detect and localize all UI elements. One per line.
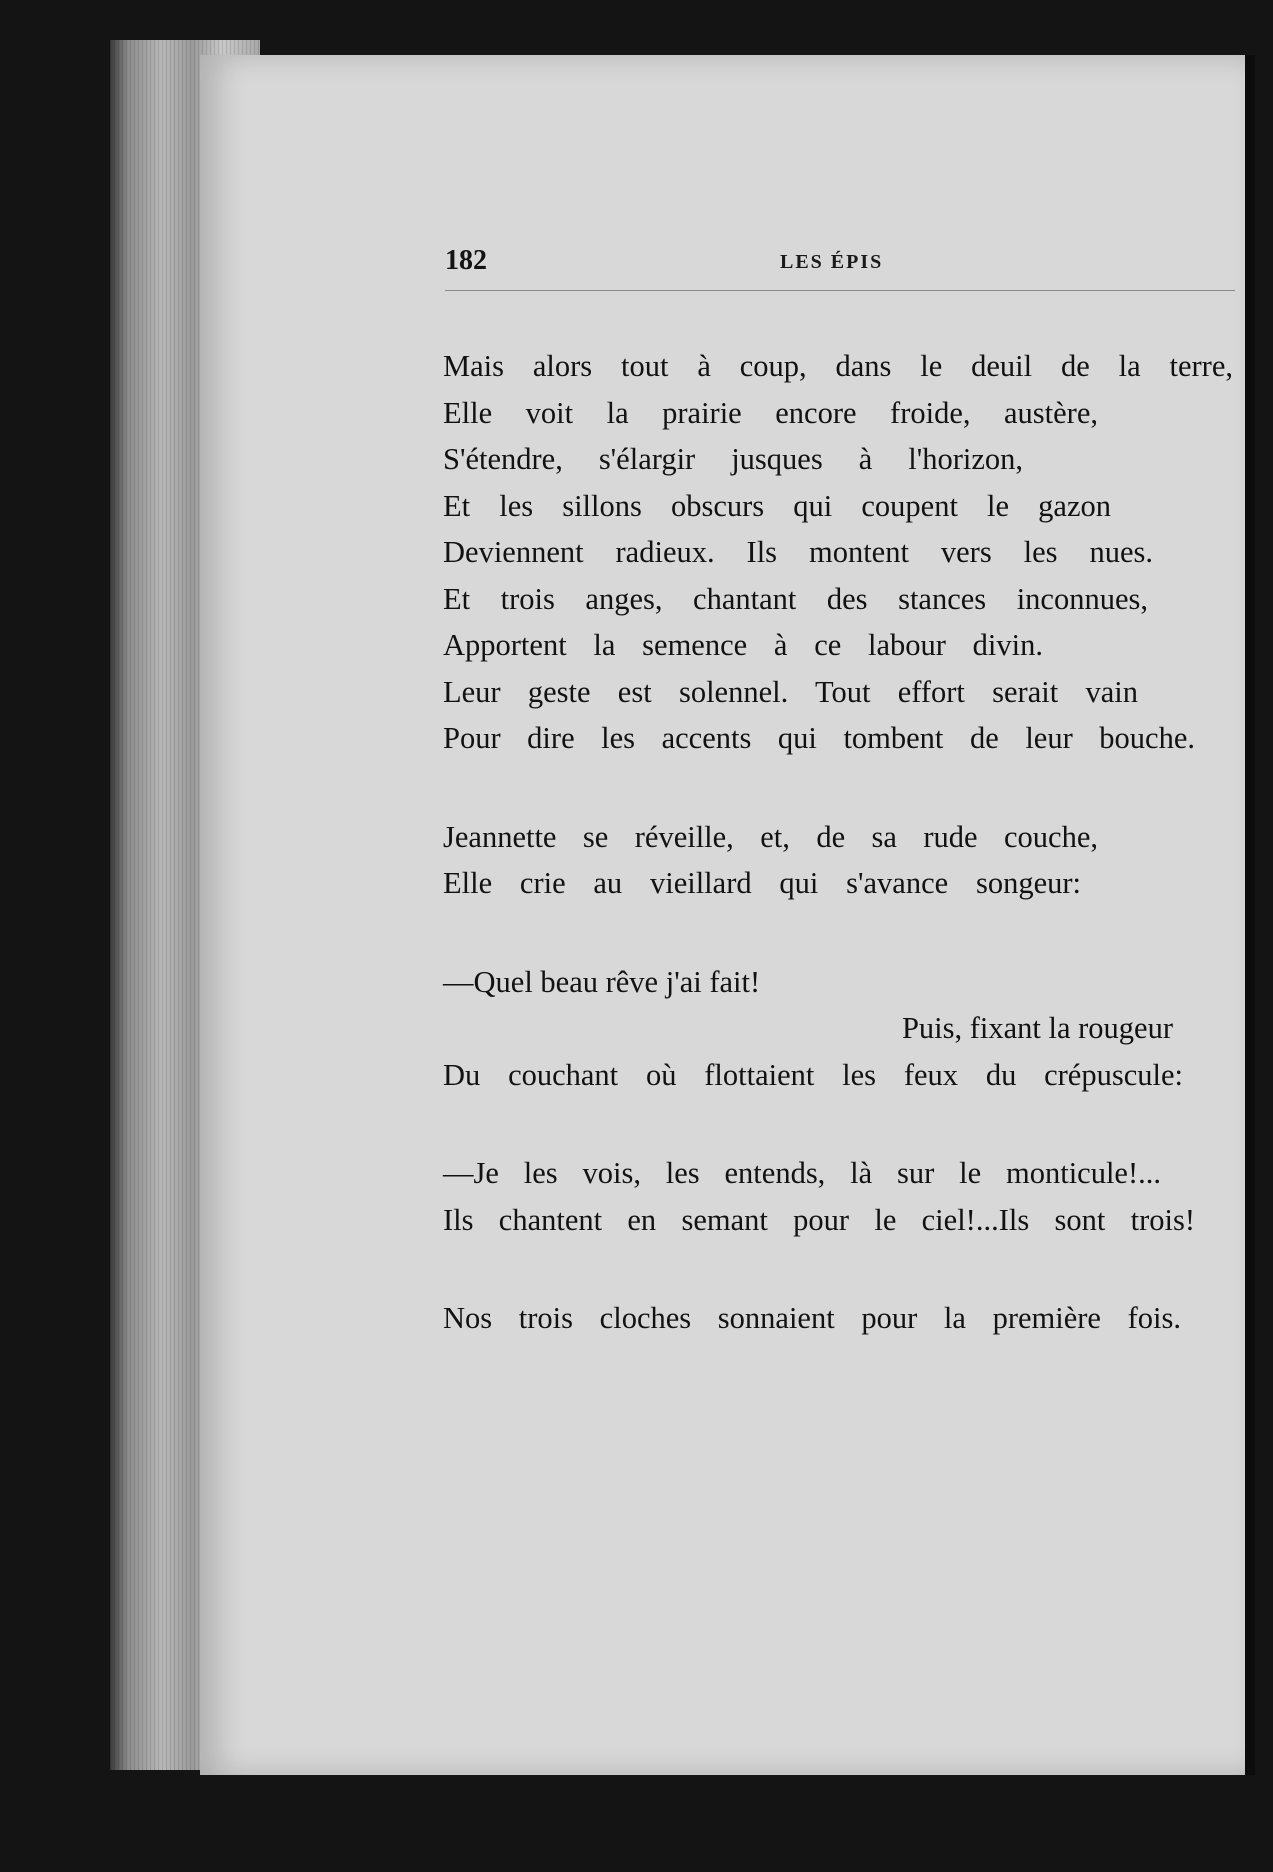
page-number: 182 [445,245,487,276]
poem-line: Elle voit la prairie encore froide, austère, [443,395,1098,430]
poem-line: Pour dire les accents qui tombent de leur bouche. [443,721,1195,755]
poem-line: Mais alors tout à coup, dans le deuil de la terre, [443,349,1233,383]
poem-line: Du couchant où flottaient les feux du crépuscule: [443,1057,1183,1092]
poem-line: Et les sillons obscurs qui coupent le gazon [443,488,1111,523]
running-head [445,245,1235,291]
poem-line: Et trois anges, chantant des stances inconnues, [443,581,1148,616]
poem-line: Deviennent radieux. Ils montent vers les nues. [443,535,1153,569]
poem-line: Leur geste est solennel. Tout effort serait vain [443,674,1138,709]
poem-text [443,343,1233,1342]
poem-line: —Je les vois, les entends, là sur le monticule!... [443,1156,1161,1190]
poem-line: S'étendre, s'élargir jusques à l'horizon, [443,442,1023,476]
poem-line: Jeannette se réveille, et, de sa rude couche, [443,819,1098,854]
poem-line: Ils chantent en semant pour le ciel!...Ils sont trois! [443,1202,1195,1237]
poem-line: Apportent la semence à ce labour divin. [443,628,1043,662]
poem-line: —Quel beau rêve j'ai fait! [443,964,761,999]
poem-line: Puis, fixant la rougeur [901,1011,1173,1045]
poem-line: Nos trois cloches sonnaient pour la première fois. [443,1301,1181,1335]
poem-line: Elle crie au vieillard qui s'avance songeur: [443,866,1081,900]
page-right-edge [1245,55,1255,1775]
running-title: LES ÉPIS [780,251,884,273]
